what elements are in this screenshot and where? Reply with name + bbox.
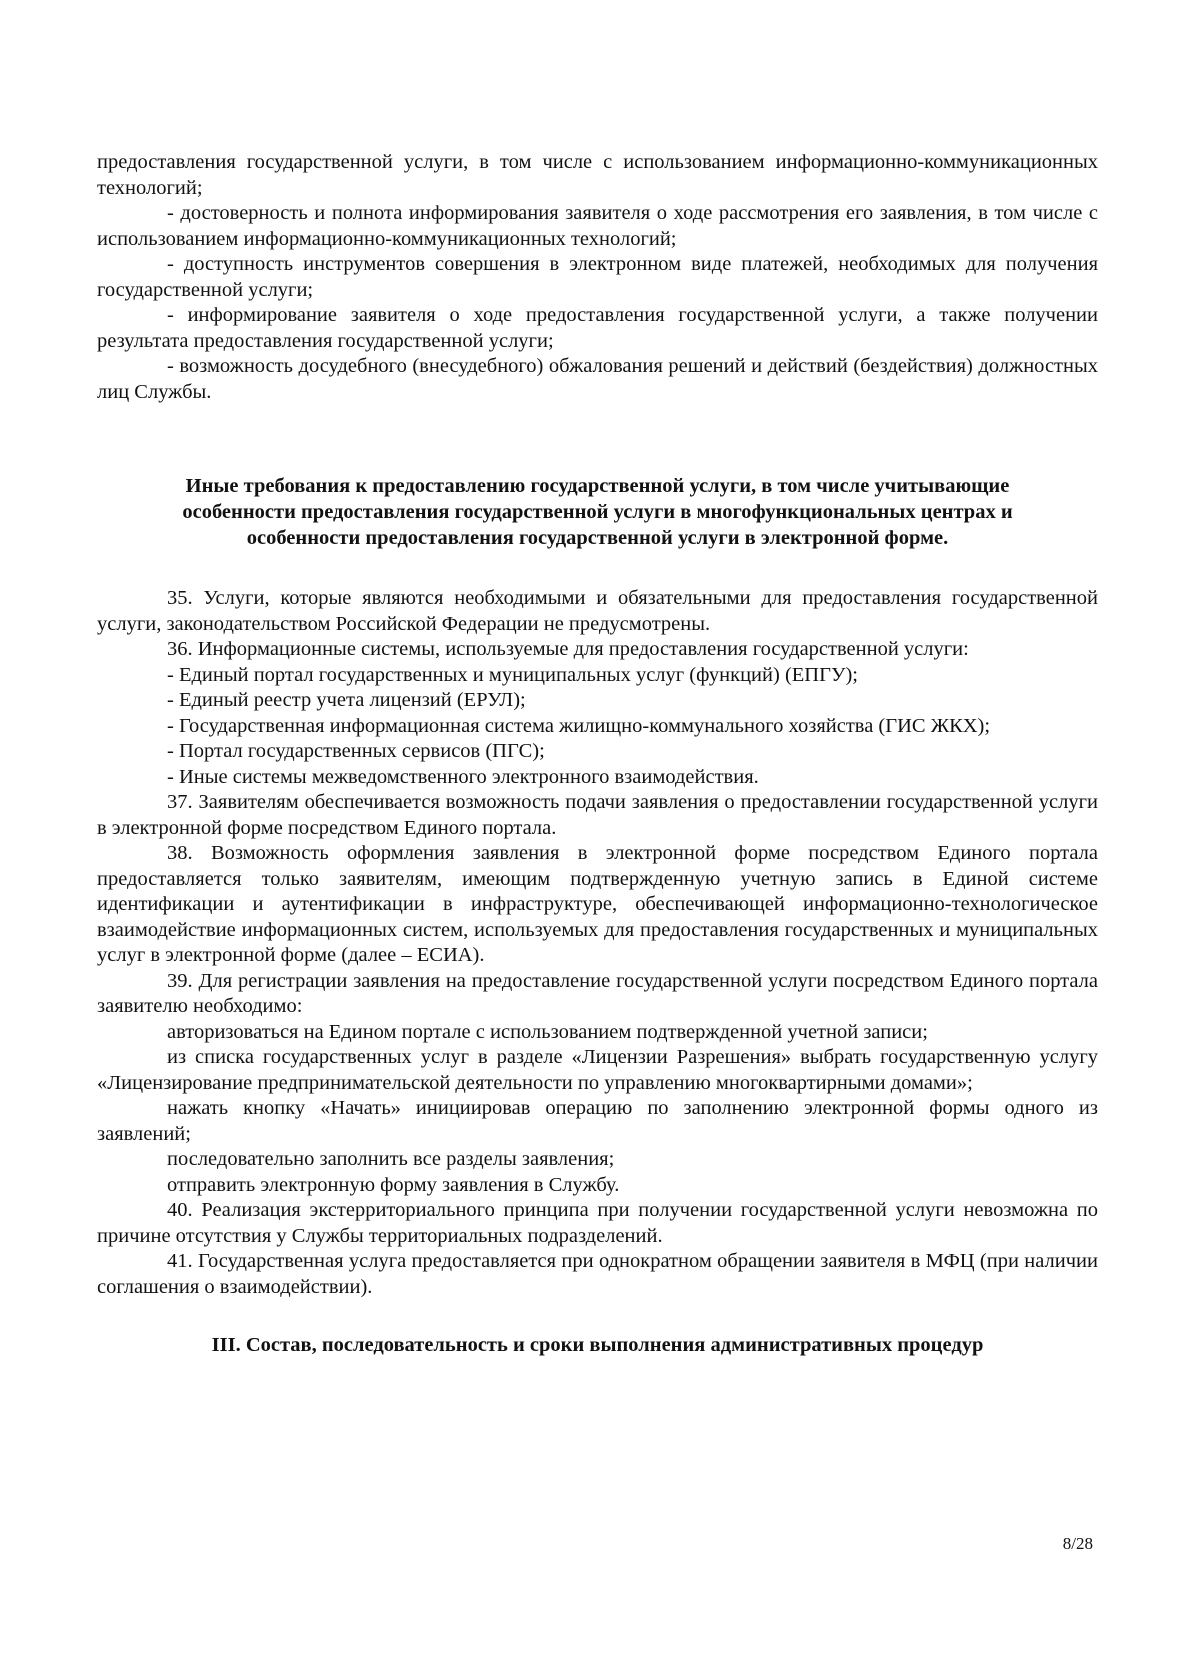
paragraph-41: 41. Государственная услуга предоставляется при однократном обращении заявителя в МФЦ (при наличии соглашения о взаимодействии). xyxy=(97,1250,1098,1298)
requirements-section xyxy=(97,586,1098,1300)
paragraph-39: 39. Для регистрации заявления на предоставление государственной услуги посредством Единого портала заявителю необходимо: xyxy=(97,969,1098,1017)
heading-line: Иные требования к предоставлению государственной услуги, в том числе учитывающие xyxy=(185,475,1010,497)
list-item: - возможность досудебного (внесудебного) обжалования решений и действий (бездействия) должностных лиц Службы. xyxy=(97,355,1098,403)
step-item: отправить электронную форму заявления в Службу. xyxy=(167,1173,620,1196)
list-item: - Единый портал государственных и муниципальных услуг (функций) (ЕПГУ); xyxy=(167,663,858,686)
step-item: последовательно заполнить все разделы заявления; xyxy=(167,1148,615,1170)
list-item: - доступность инструментов совершения в электронном виде платежей, необходимых для получения государственной услуги; xyxy=(97,253,1098,301)
page-content xyxy=(97,150,1098,1359)
step-item: авторизоваться на Едином портале с использованием подтвержденной учетной записи; xyxy=(167,1020,928,1043)
paragraph-36: 36. Информационные системы, используемые для предоставления государственной услуги: xyxy=(167,638,969,660)
paragraph-38: 38. Возможность оформления заявления в электронной форме посредством Единого портала предоставляется только заявителям, имеющим подтвержденную учетную запись в Единой системе идентификации и аутентификации в инфраструктуре, обеспечивающей информационно-технологическое взаимодействие информационных систем, используемых для предоставления государственных и муниципальных услуг в электронной форме (далее – ЕСИА). xyxy=(97,842,1098,966)
list-item: - Иные системы межведомственного электронного взаимодействия. xyxy=(167,765,759,788)
paragraph: предоставления государственной услуги, в том числе с использованием информационно-коммуникационных технологий; xyxy=(97,151,1098,199)
page-number: 8/28 xyxy=(1062,1534,1093,1553)
heading-line: особенности предоставления государственной услуги в электронной форме. xyxy=(246,527,949,549)
list-item: - Портал государственных сервисов (ПГС); xyxy=(167,740,545,762)
list-item: - Единый реестр учета лицензий (ЕРУЛ); xyxy=(167,689,526,711)
list-item: - Государственная информационная система жилищно-коммунального хозяйства (ГИС ЖКХ); xyxy=(167,714,991,737)
step-item: нажать кнопку «Начать» инициировав операцию по заполнению электронной формы одного из заявлений; xyxy=(97,1097,1098,1145)
paragraph-35: 35. Услуги, которые являются необходимыми и обязательными для предоставления государственной услуги, законодательством Российской Федерации не предусмотрены. xyxy=(97,587,1098,635)
heading-line: особенности предоставления государственной услуги в многофункциональных центрах и xyxy=(182,501,1013,523)
section-title: III. Состав, последовательность и сроки выполнения административных процедур xyxy=(211,1334,984,1356)
list-item: - информирование заявителя о ходе предоставления государственной услуги, а также получении результата предоставления государственной услуги; xyxy=(97,304,1098,352)
list-item: - достоверность и полнота информирования заявителя о ходе рассмотрения его заявления, в том числе с использованием информационно-коммуникационных технологий; xyxy=(97,202,1098,250)
quality-indicators-list xyxy=(97,150,1098,405)
paragraph-40: 40. Реализация экстерриториального принципа при получении государственной услуги невозможна по причине отсутствия у Службы территориальных подразделений. xyxy=(97,1199,1098,1247)
paragraph-37: 37. Заявителям обеспечивается возможность подачи заявления о предоставлении государственной услуги в электронной форме посредством Единого портала. xyxy=(97,791,1098,839)
step-item: из списка государственных услуг в разделе «Лицензии Разрешения» выбрать государственную услугу «Лицензирование предпринимательской деятельности по управлению многоквартирными домами»; xyxy=(97,1046,1098,1094)
section-heading xyxy=(97,473,1098,551)
